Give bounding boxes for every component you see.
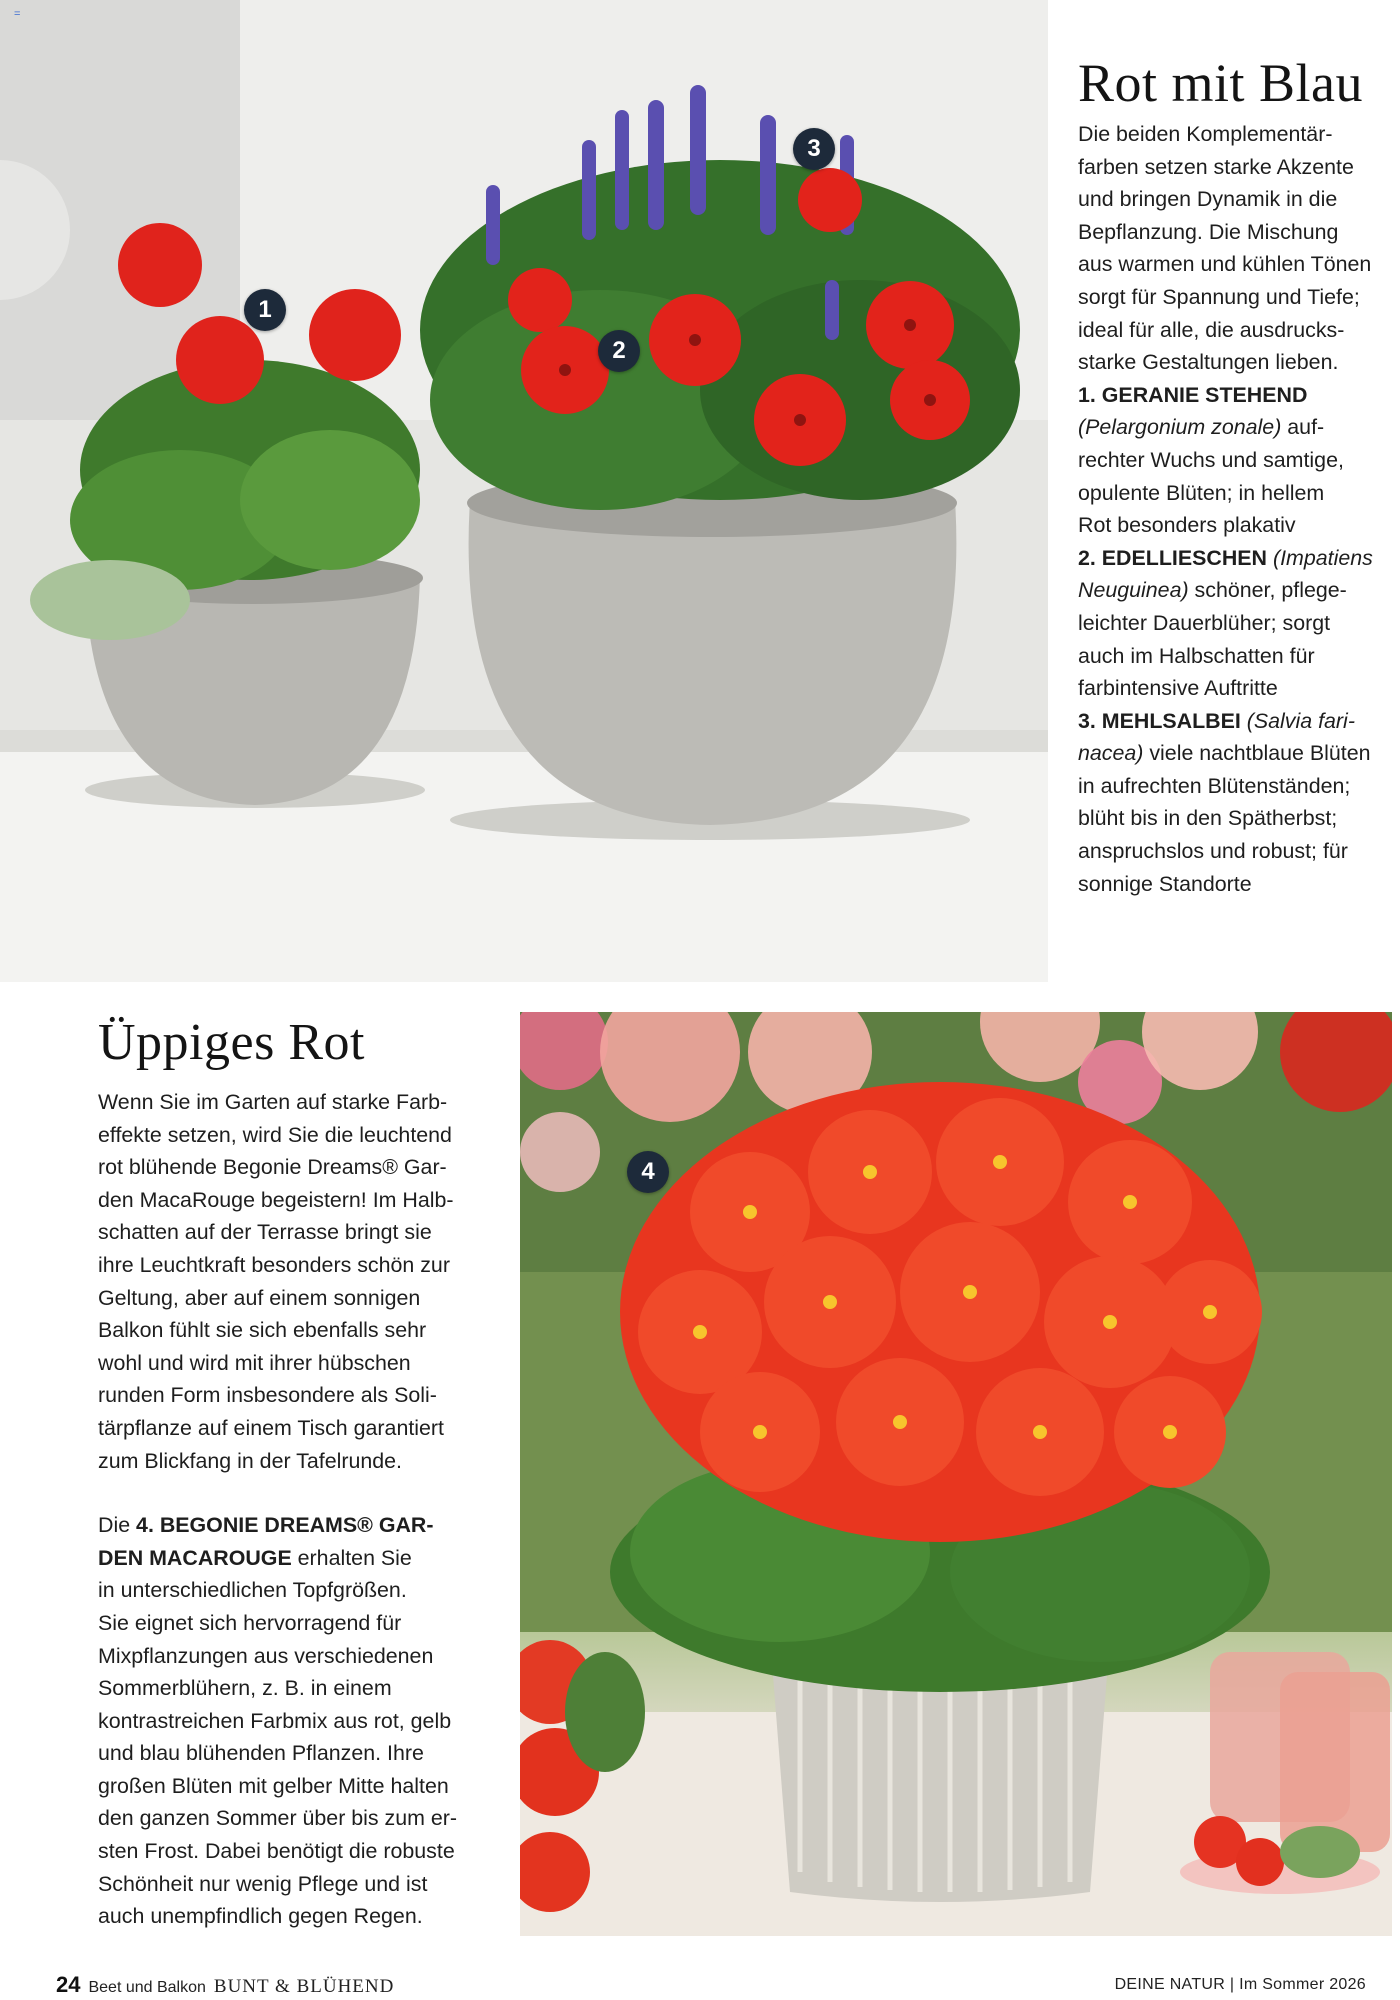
section-label: Beet und Balkon [88,1979,206,1996]
paragraph-1-line: Wenn Sie im Garten auf starke Farb- [98,1090,448,1114]
paragraph-2-line [98,1542,502,1575]
plant-2-line [1078,574,1394,607]
article-uppiges-rot [98,1012,502,1933]
paragraph-2-line [98,1509,502,1542]
plant-1-line [1078,411,1394,444]
intro-line: starke Gestaltungen lieben. [1078,350,1339,375]
photo-top-illustration [0,0,1048,982]
plant-3-line [1078,737,1394,770]
paragraph-1-line: den MacaRouge begeistern! Im Halb- [98,1187,454,1212]
plant-2-text: leichter Dauerblüher; sorgt [1078,610,1331,635]
marker-4: 4 [627,1151,669,1193]
article-rot-mit-blau [1078,52,1394,900]
plant-entry-mehlsalbei [1078,705,1394,901]
plant-1-line [1078,379,1394,412]
paragraph-2-after: erhalten Sie [291,1545,412,1570]
paragraph-2 [98,1509,502,1933]
plant-3-text: blüht bis in den Spätherbst; [1078,806,1338,831]
plant-1-text: auf- [1281,415,1325,440]
plant-2-text: auch im Halbschatten für [1078,643,1315,668]
paragraph-1-line: runden Form insbesondere als Soli- [98,1383,437,1408]
paragraph-2-line: großen Blüten mit gelber Mitte halten [98,1773,449,1798]
plant-1-latin: (Pelargonium zonale) [1078,415,1282,440]
paragraph-2-line: Sie eignet sich hervorragend für [98,1610,402,1635]
plant-1-text: Rot besonders plakativ [1078,513,1296,538]
plant-entry-geranie [1078,379,1394,542]
paragraph-1-line: Balkon fühlt sie sich ebenfalls sehr [98,1318,427,1343]
photo-begonia-dreams [520,1012,1392,1936]
paragraph-1-line: wohl und wird mit ihrer hübschen [98,1350,411,1375]
paragraph-2-line: in unterschiedlichen Topfgrößen. [98,1578,407,1603]
paragraph-1-line: zum Blickfang in der Tafelrunde. [98,1448,402,1473]
begonie-name-2: DEN MACAROUGE [98,1545,292,1570]
paragraph-1-line: tärpflanze auf einem Tisch garantiert [98,1415,444,1440]
plant-3-name: 3. MEHLSALBEI [1078,708,1241,733]
intro-line: Die beiden Komplementär- [1078,122,1333,146]
paragraph-2-line: kontrastreichen Farbmix aus rot, gelb [98,1708,452,1733]
footer-left [56,1972,394,1996]
plant-2-line [1078,542,1394,575]
marker-3: 3 [793,128,835,170]
marker-2: 2 [598,330,640,372]
plant-1-text: rechter Wuchs und samtige, [1078,447,1344,472]
plant-1-name: 1. GERANIE STEHEND [1078,382,1308,407]
paragraph-gap [98,1477,502,1509]
begonie-name-1: 4. BEGONIE DREAMS® GAR- [136,1513,434,1538]
intro-line: ideal für alle, die ausdrucks- [1078,317,1345,342]
paragraph-1-line: schatten auf der Terrasse bringt sie [98,1220,432,1245]
plant-2-text: farbintensive Auftritte [1078,676,1278,701]
paragraph-2-intro: Die [98,1513,137,1538]
magazine-issue: DEINE NATUR | Im Sommer 2026 [1114,1976,1366,1993]
plant-3-text: in aufrechten Blütenständen; [1078,773,1351,798]
paragraph-2-line: Schönheit nur wenig Pflege und ist [98,1871,428,1896]
intro-line: Bepflanzung. Die Mischung [1078,219,1339,244]
plant-3-line [1078,705,1394,738]
photo-geranium-impatiens-salvia [0,0,1048,982]
paragraph-2-line: den ganzen Sommer über bis zum er- [98,1806,458,1831]
plant-3-text: sonnige Standorte [1078,871,1252,896]
plant-2-latin: (Impatiens [1267,545,1373,570]
plant-3-text: anspruchslos und robust; für [1078,839,1348,864]
paragraph-2-line: Sommerblühern, z. B. in einem [98,1676,392,1701]
heading-uppiges-rot: Üppiges Rot [98,1014,365,1071]
intro-line: und bringen Dynamik in die [1078,187,1338,212]
intro-line: farben setzen starke Akzente [1078,154,1354,179]
plant-2-name: 2. EDELLIESCHEN [1078,545,1267,570]
corner-mark: = [14,8,21,20]
plant-2-latin: Neuguinea) [1078,578,1189,603]
paragraph-1-line: Geltung, aber auf einem sonnigen [98,1285,421,1310]
marker-1: 1 [244,289,286,331]
heading-rot-mit-blau: Rot mit Blau [1078,53,1364,113]
plant-3-latin: (Salvia fari- [1240,708,1355,733]
plant-2-text: schöner, pflege- [1188,578,1347,603]
plant-1-text: opulente Blüten; in hellem [1078,480,1325,505]
plant-3-text: viele nachtblaue Blüten [1143,741,1371,766]
section-title: BUNT & BLÜHEND [213,1976,395,1997]
paragraph-1-line: rot blühende Begonie Dreams® Gar- [98,1155,447,1180]
paragraph-2-line: Mixpflanzungen aus verschiedenen [98,1643,434,1668]
paragraph-2-line: sten Frost. Dabei benötigt die robuste [98,1839,455,1864]
intro-line: sorgt für Spannung und Tiefe; [1078,284,1360,309]
paragraph-1-line: ihre Leuchtkraft besonders schön zur [98,1252,450,1277]
page-number: 24 [56,1972,81,1997]
intro-line: aus warmen und kühlen Tönen [1078,252,1372,277]
paragraph-1 [98,1086,502,1477]
plant-entry-edellieschen [1078,542,1394,705]
intro-text [1078,118,1394,379]
plant-3-latin: nacea) [1078,741,1144,766]
paragraph-1-line: effekte setzen, wird Sie die leuchtend [98,1122,452,1147]
paragraph-2-line: auch unempfindlich gegen Regen. [98,1904,423,1929]
paragraph-2-line: und blau blühenden Pflanzen. Ihre [98,1741,424,1766]
